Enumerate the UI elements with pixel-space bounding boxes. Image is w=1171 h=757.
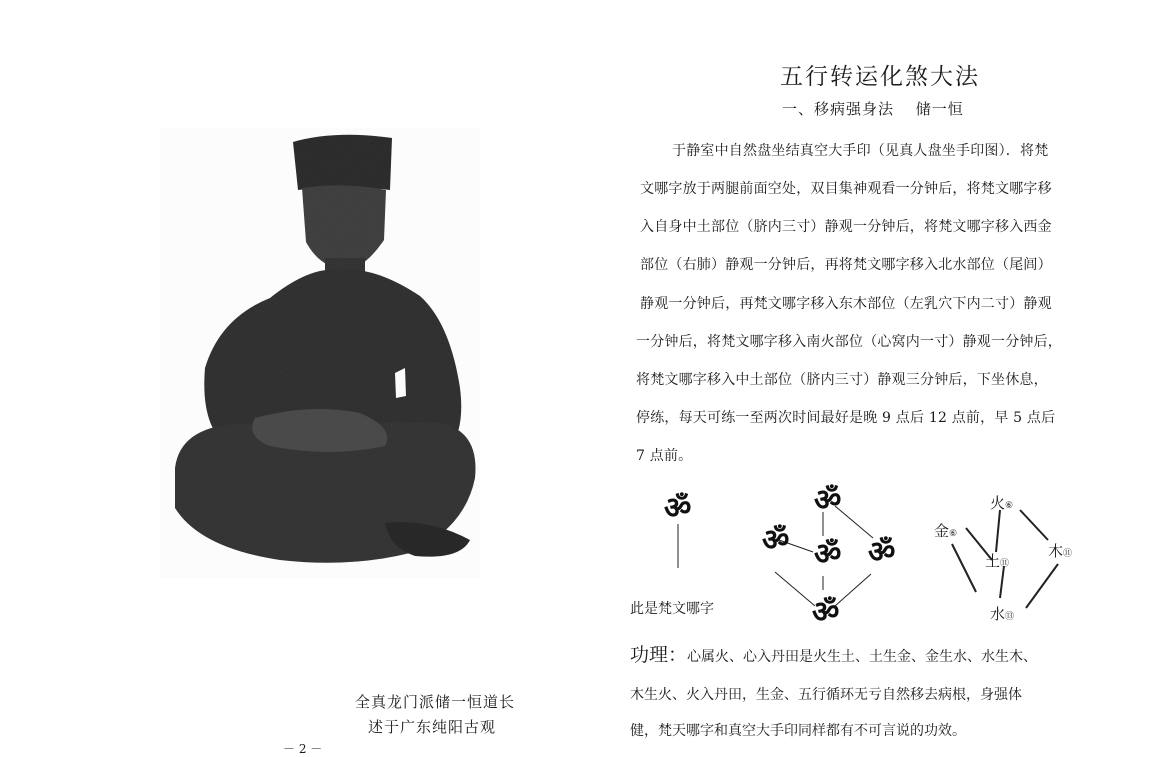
principle-text-1: 心属火、心入丹田是火生土、土生金、金生水、水生木、 [687,649,1038,665]
principle-line-3: 健，梵天哪字和真空大手印同样都有不可言说的功效。 [630,723,966,739]
element-metal: 金⑥ [934,522,958,540]
glyph-center: ॐ [814,537,842,572]
principle-line-2: 木生火、火入丹田，生金、五行循环无亏自然移去病根，身强体 [630,687,1022,703]
paragraph-line-8: 停练，每天可练一至两次时间最好是晚 9 点后 12 点前，早 5 点后 [636,410,1056,426]
glyph-bottom: ॐ [812,595,840,630]
glyph-right: ॐ [868,535,896,570]
glyph-left: ॐ [762,523,790,558]
paragraph-line-3: 入自身中土部位（脐内三寸）静观一分钟后，将梵文哪字移入西金 [640,219,1052,235]
photo-caption-line1: 全真龙门派储一恒道长 [355,693,516,711]
photo-caption-line2: 述于广东纯阳古观 [368,718,497,736]
page-number: － 2 － [283,742,323,756]
paragraph-line-4: 部位（右肺）静观一分钟后，再将梵文哪字移入北水部位（尾闾） [640,257,1052,273]
paragraph-line-9: 7 点前。 [636,448,693,464]
section-subtitle: 一、移病强身法 储一恒 [782,100,964,118]
document-title: 五行转运化煞大法 [780,64,980,90]
element-earth: 土⑪ [985,552,1010,570]
glyph-top: ॐ [814,483,842,518]
seated-master-photo [160,128,480,578]
principle-term: 功理： [630,644,688,666]
element-fire: 火⑥ [990,494,1014,512]
principle-line-1 [630,640,1037,667]
sanskrit-na-glyph: ॐ [664,491,692,526]
paragraph-line-1: 于静室中自然盘坐结真空大手印（见真人盘坐手印图）．将梵 [672,143,1049,159]
element-water: 水⑬ [990,605,1015,623]
paragraph-line-7: 将梵文哪字移入中土部位（脐内三寸）静观三分钟后，下坐休息， [636,372,1048,388]
glyph-caption: 此是梵文哪字 [630,601,714,617]
paragraph-line-5: 静观一分钟后，再梵文哪字移入东木部位（左乳穴下内二寸）静观 [640,296,1052,312]
paragraph-line-2: 文哪字放于两腿前面空处，双目集神观看一分钟后，将梵文哪字移 [640,181,1052,197]
glyph-stem-line [676,524,680,568]
element-wood: 木⑪ [1048,542,1073,560]
paragraph-line-6: 一分钟后，将梵文哪字移入南火部位（心窝内一寸）静观一分钟后， [636,334,1062,350]
